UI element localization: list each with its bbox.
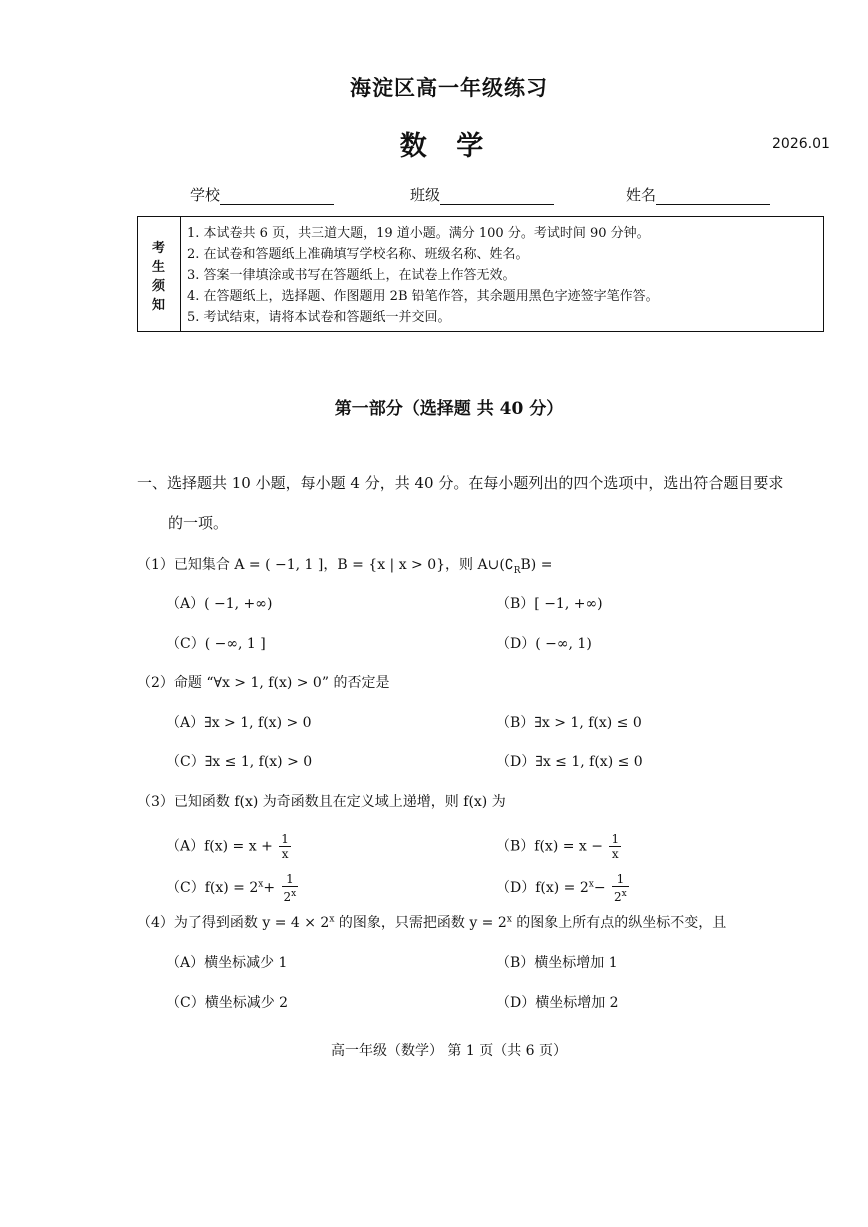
notice-item: 3. 答案一律填涂或书写在答题纸上，在试卷上作答无效。 <box>187 268 516 283</box>
q1-option-d: （D）( −∞, 1) <box>496 636 592 652</box>
q3-option-c: $(C)f(x) = 2^x+$ $\frac{1}{2^x}$ <box>166 872 297 904</box>
q4-option-c: （C）横坐标减少 2 <box>166 995 289 1011</box>
q2-stem: （2）命题 “∀x > 1, f(x) > 0” 的否定是 <box>137 675 390 691</box>
q1-stem: （1）已知集合 A = ( −1, 1 ]，B = {x | x > 0}，则 $A\cup(∁_RB)$ = <box>137 557 553 576</box>
instructions-line-1: 一、选择题共 10 小题，每小题 4 分，共 40 分。在每小题列出的四个选项中，选出符合题目要求 <box>137 474 784 492</box>
q3-option-a: （A）f(x) = x + $\frac{1}{x}$ <box>166 832 289 861</box>
page-footer: 高一年级（数学） 第 1 页（共 6 页） <box>330 1043 568 1059</box>
notice-item: 5. 考试结束，请将本试卷和答题纸一并交回。 <box>187 310 451 325</box>
q2-option-b: （B）∃x > 1, f(x) ≤ 0 <box>496 715 642 731</box>
q4-option-b: （B）横坐标增加 1 <box>496 955 618 971</box>
exam-title: 海淀区高一年级练习 <box>350 75 548 100</box>
q1-option-b: （B）[ −1, +∞) <box>496 596 603 612</box>
notice-label: 考生须知 <box>152 241 166 313</box>
school-blank <box>220 190 334 205</box>
class-label: 班级 <box>410 186 441 204</box>
notice-item: 2. 在试卷和答题纸上准确填写学校名称、班级名称、姓名。 <box>187 247 529 262</box>
instructions-line-2: 的一项。 <box>168 514 229 532</box>
fraction: $\frac{1}{2^x}$ <box>614 872 627 904</box>
q4-option-d: （D）横坐标增加 2 <box>496 995 619 1011</box>
fraction: $\frac{1}{x}$ <box>281 832 289 861</box>
fraction: $\frac{1}{x}$ <box>611 832 620 861</box>
q3-option-d: $(D)f(x) = 2^x-$ $\frac{1}{2^x}$ <box>496 872 627 904</box>
school-field <box>190 184 334 205</box>
notice-item: 1. 本试卷共 6 页，共三道大题，19 道小题。满分 100 分。考试时间 90 分钟。 <box>187 226 650 241</box>
q4-stem: （4）为了得到函数 $y = 4 \times 2^x$ 的图象，只需把函数 $y = 2^x$ 的图象上所有点的纵坐标不变，且 <box>137 914 727 931</box>
candidate-notice-box <box>137 216 824 332</box>
subject-title: 数 学 <box>399 131 494 162</box>
notice-items <box>187 223 659 328</box>
q2-option-a: （A）∃x > 1, f(x) > 0 <box>166 715 312 731</box>
section-title: 第一部分（选择题 共 40 分） <box>334 399 564 419</box>
q3-option-b: （B）f(x) = x − $\frac{1}{x}$ <box>496 832 620 861</box>
name-field <box>626 184 770 205</box>
q4-option-a: （A）横坐标减少 1 <box>166 955 288 971</box>
exam-date: 2026.01 <box>772 136 830 152</box>
q1-option-a: （A）( −1, +∞) <box>166 596 273 612</box>
q3-stem: （3）已知函数 f(x) 为奇函数且在定义域上递增，则 f(x) 为 <box>137 794 506 810</box>
school-label: 学校 <box>190 186 221 204</box>
q2-option-d: （D）∃x ≤ 1, f(x) ≤ 0 <box>496 754 643 770</box>
fraction: $\frac{1}{2^x}$ <box>283 872 297 904</box>
name-blank <box>656 190 770 205</box>
notice-label-cell <box>138 217 181 331</box>
class-blank <box>440 190 554 205</box>
q2-option-c: （C）∃x ≤ 1, f(x) > 0 <box>166 754 313 770</box>
class-field <box>410 184 554 205</box>
q1-option-c: （C）( −∞, 1 ] <box>166 636 266 652</box>
name-label: 姓名 <box>626 186 657 204</box>
notice-item: 4. 在答题纸上，选择题、作图题用 2B 铅笔作答，其余题用黑色字迹签字笔作答。 <box>187 289 659 304</box>
